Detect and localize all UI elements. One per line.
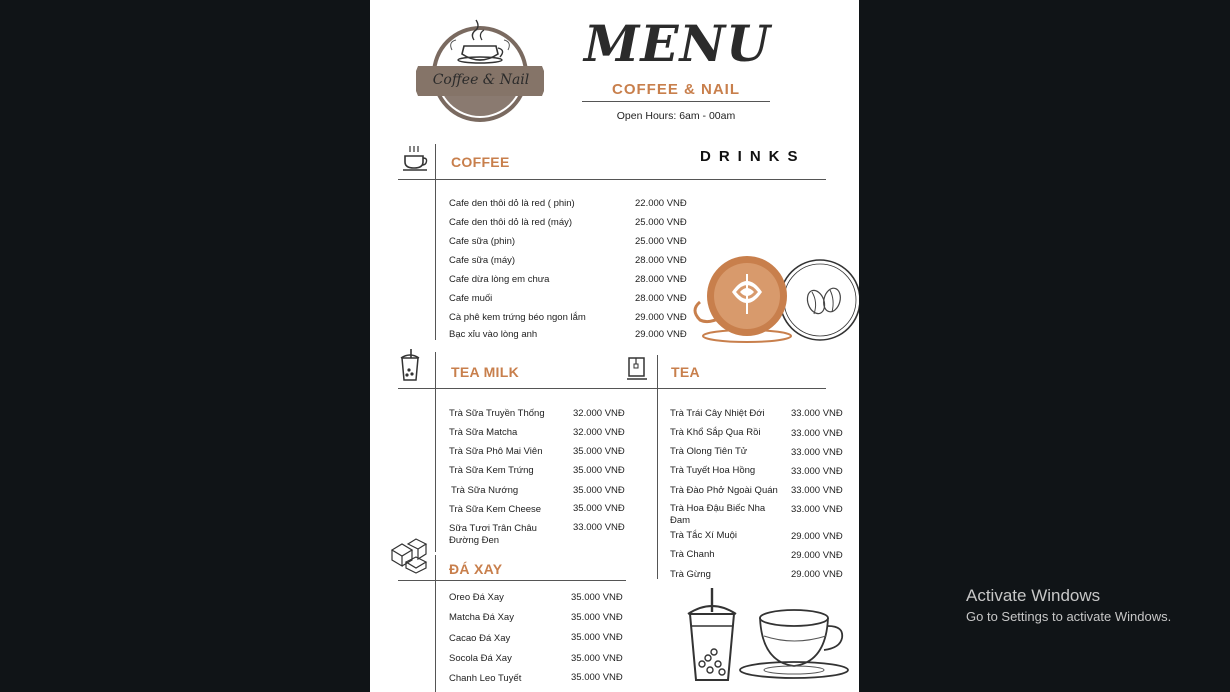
da-xay-item-price: 35.000 VNĐ [571, 653, 623, 664]
coffee-item-name: Cafe muối [449, 293, 493, 304]
tea-item-price: 29.000 VNĐ [791, 550, 843, 561]
tea-item-price: 33.000 VNĐ [791, 447, 843, 458]
da-xay-divider [398, 580, 626, 581]
tea-milk-item-price: 33.000 VNĐ [573, 522, 625, 533]
brand-divider [582, 101, 770, 102]
tea-milk-item-name: Sữa Tươi Trân Châu Đường Đen [449, 523, 537, 546]
coffee-item-price: 25.000 VNĐ [635, 217, 687, 228]
coffee-item-price: 28.000 VNĐ [635, 255, 687, 266]
tea-item-name: Trà Chanh [670, 549, 715, 560]
tea-milk-item-name: Trà Sữa Kem Cheese [449, 504, 542, 515]
activate-title: Activate Windows [966, 586, 1101, 605]
da-xay-item-name: Chanh Leo Tuyết [449, 673, 522, 684]
bubble-tea-icon [398, 348, 422, 382]
tea-item-price: 33.000 VNĐ [791, 485, 843, 496]
bubble-tea-and-cup-illustration [682, 586, 858, 686]
tea-milk-item-price: 32.000 VNĐ [573, 427, 625, 438]
ice-cubes-icon [388, 538, 430, 574]
coffee-item-name: Cafe sữa (phin) [449, 236, 516, 247]
coffee-item-name: Cafe dừa lòng em chưa [449, 274, 550, 285]
tea-milk-item-name: Trà Sữa Kem Trứng [449, 465, 534, 476]
coffee-item-price: 29.000 VNĐ [635, 312, 687, 323]
coffee-item-name: Cafe den thôi dỏ là red ( phin) [449, 198, 575, 209]
coffee-item-name: Bạc xỉu vào lòng anh [449, 329, 538, 340]
coffee-vertical-rule [435, 144, 436, 340]
da-xay-item-name: Matcha Đá Xay [449, 612, 514, 623]
coffee-item-price: 29.000 VNĐ [635, 329, 687, 340]
da-xay-item-price: 35.000 VNĐ [571, 672, 623, 683]
coffee-title: COFFEE [451, 154, 510, 170]
tea-milk-item-name: Trà Sữa Matcha [449, 427, 518, 438]
menu-title: MENU [584, 14, 771, 73]
tea-item-price: 33.000 VNĐ [791, 428, 843, 439]
coffee-item-price: 28.000 VNĐ [635, 293, 687, 304]
activate-subtitle: Go to Settings to activate Windows. [966, 609, 1172, 624]
tea-glass-icon [626, 356, 648, 382]
tea-item-price: 33.000 VNĐ [791, 408, 843, 419]
tea-milk-item-price: 35.000 VNĐ [573, 446, 625, 457]
coffee-item-name: Cafe den thôi dỏ là red (máy) [449, 217, 573, 228]
tea-item-name: Trà Olong Tiên Tử [670, 446, 748, 457]
menu-page [370, 0, 859, 692]
da-xay-item-name: Cacao Đá Xay [449, 633, 511, 644]
tea-milk-item-name: Trà Sữa Nướng [451, 485, 519, 496]
tea-item-price: 33.000 VNĐ [791, 466, 843, 477]
tea-milk-item-price: 32.000 VNĐ [573, 408, 625, 419]
tea-item-name: Trà Đào Phở Ngoài Quán [670, 485, 778, 496]
tea-title: TEA [671, 364, 700, 380]
coffee-item-price: 22.000 VNĐ [635, 198, 687, 209]
tea-item-price: 33.000 VNĐ [791, 504, 843, 515]
tea-item-name: Trà Khổ Sắp Qua Rồi [670, 427, 761, 438]
tea-item-name: Trà Tắc Xí Muội [670, 530, 738, 541]
da-xay-item-price: 35.000 VNĐ [571, 632, 623, 643]
tea-milk-item-name: Trà Sữa Phô Mai Viên [449, 446, 543, 457]
tea-milk-vertical-rule [435, 352, 436, 552]
tea-milk-title: TEA MILK [451, 364, 519, 380]
coffee-item-name: Cà phê kem trứng béo ngon lắm [449, 312, 586, 323]
open-hours: Open Hours: 6am - 00am [616, 110, 736, 122]
da-xay-title: ĐÁ XAY [449, 561, 503, 577]
tea-vertical-rule [657, 355, 658, 579]
coffee-item-price: 25.000 VNĐ [635, 236, 687, 247]
tea-item-name: Trà Tuyết Hoa Hồng [670, 465, 756, 476]
da-xay-item-price: 35.000 VNĐ [571, 592, 623, 603]
coffee-cup-icon [402, 144, 430, 174]
tea-item-price: 29.000 VNĐ [791, 569, 843, 580]
da-xay-vertical-rule [435, 555, 436, 692]
tea-item-name: Trà Hoa Đậu Biếc Nha Đam [670, 503, 766, 526]
tea-item-name: Trà Trái Cây Nhiệt Đới [670, 408, 765, 419]
brand-name: COFFEE & NAIL [612, 81, 740, 98]
da-xay-item-name: Oreo Đá Xay [449, 592, 504, 603]
tea-item-name: Trà Gừng [670, 569, 711, 580]
da-xay-item-price: 35.000 VNĐ [571, 612, 623, 623]
tea-item-price: 29.000 VNĐ [791, 531, 843, 542]
da-xay-item-name: Socola Đá Xay [449, 653, 512, 664]
drinks-heading: DRINKS [700, 148, 806, 165]
coffee-divider [398, 179, 826, 180]
coffee-item-name: Cafe sữa (máy) [449, 255, 516, 266]
coffee-nail-logo [416, 16, 544, 124]
tea-divider [398, 388, 826, 389]
tea-milk-item-price: 35.000 VNĐ [573, 485, 625, 496]
coffee-item-price: 28.000 VNĐ [635, 274, 687, 285]
tea-milk-item-price: 35.000 VNĐ [573, 465, 625, 476]
logo-text: Coffee & Nail [432, 72, 530, 88]
latte-coffee-illustration [692, 252, 859, 348]
tea-milk-item-name: Trà Sữa Truyền Thống [449, 408, 545, 419]
tea-milk-item-price: 35.000 VNĐ [573, 503, 625, 514]
windows-activation-watermark [966, 586, 1171, 624]
